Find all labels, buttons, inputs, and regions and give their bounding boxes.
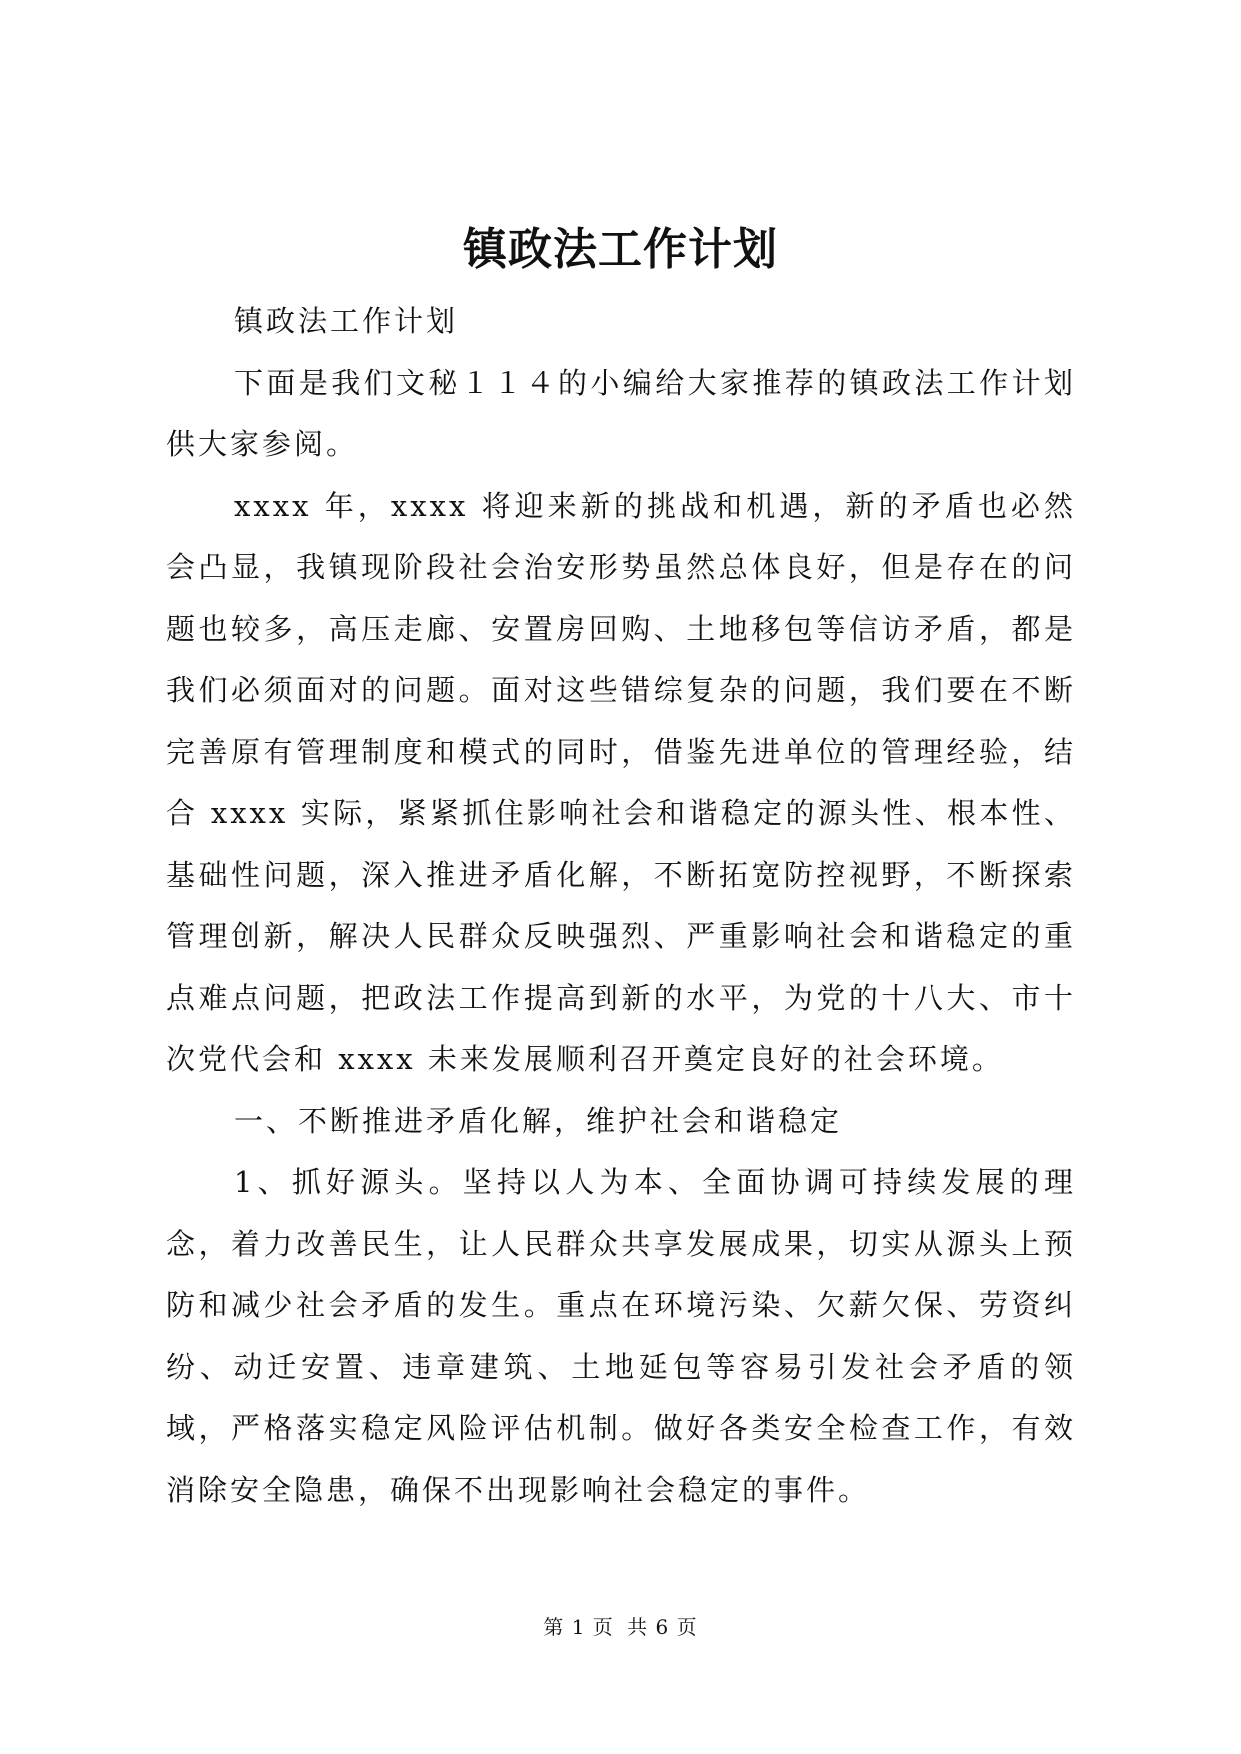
document-title: 镇政法工作计划 xyxy=(463,224,778,275)
paragraph-subtitle: 镇政法工作计划 xyxy=(234,304,459,338)
paragraph-intro: 下面是我们文秘１１４的小编给大家推荐的镇政法工作计划供大家参阅。 xyxy=(166,365,1076,461)
page-total: 共 6 页 xyxy=(627,1615,698,1639)
section-heading-1: 一、不断推进矛盾化解，维护社会和谐稳定 xyxy=(234,1103,843,1138)
page-number: 第 1 页 xyxy=(543,1615,614,1639)
paragraph-overview: xxxx 年，xxxx 将迎来新的挑战和机遇，新的矛盾也必然会凸显，我镇现阶段社会治安形势虽然总体良好，但是存在的问题也较多，高压走廊、安置房回购、土地移包等信访矛盾，都是我们必须面对的问题。面对这些错综复杂的问题，我们要在不断完善原有管理制度和模式的同时，借鉴先进单位的管理经验，结合 xxxx 实际，紧紧抓住影响社会和谐稳定的源头性、根本性、基础性问题，深入推进矛盾化解，不断拓宽防控视野，不断探索管理创新，解决人民群众反映强烈、严重影响社会和谐稳定的重点难点问题，把政法工作提高到新的水平，为党的十八大、市十次党代会和 xxxx 未来发展顺利召开奠定良好的社会环境。 xyxy=(166,488,1076,1076)
paragraph-item-1: 1、抓好源头。坚持以人为本、全面协调可持续发展的理念，着力改善民生，让人民群众共享发展成果，切实从源头上预防和减少社会矛盾的发生。重点在环境污染、欠薪欠保、劳资纠纷、动迁安置、违章建筑、土地延包等容易引发社会矛盾的领域，严格落实稳定风险评估机制。做好各类安全检查工作，有效消除安全隐患，确保不出现影响社会稳定的事件。 xyxy=(166,1165,1076,1507)
page-footer xyxy=(0,1612,1241,1642)
document-body xyxy=(166,291,1076,1521)
